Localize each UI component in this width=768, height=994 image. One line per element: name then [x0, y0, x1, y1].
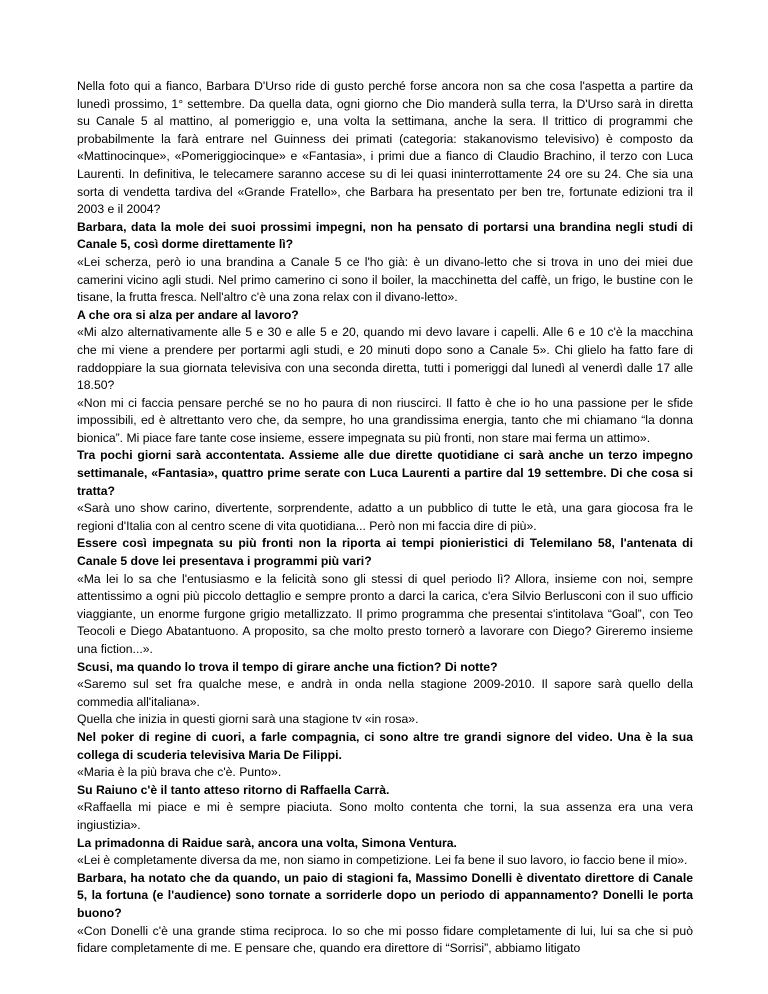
document-page	[77, 78, 693, 958]
question-telemilano: Essere così impegnata su più fronti non la riporta ai tempi pionieristici di Telemilano 58, l'antenata di Canale 5 dove lei presentava i programmi più vari?	[77, 536, 693, 569]
paragraph-stagione-rosa: Quella che inizia in questi giorni sarà una stagione tv «in rosa».	[77, 712, 419, 727]
answer-brandina: «Lei scherza, però io una brandina a Canale 5 ce l'ho già: è un divano-letto che si trova in uno dei miei due camerini vicino agli studi. Nel primo camerino ci sono il boiler, la macchinetta del caffè, un frigo, le bustine con le tisane, la frutta fresca. Nell'altro c'è una zona relax con il divano-letto».	[77, 254, 693, 305]
question-de-filippi: Nel poker di regine di cuori, a farle compagnia, ci sono altre tre grandi signore del video. Una è la sua collega di scuderia televisiva Maria De Filippi.	[77, 729, 693, 762]
question-fiction: Scusi, ma quando lo trova il tempo di girare anche una fiction? Di notte?	[77, 659, 498, 674]
answer-alzarsi: «Mi alzo alternativamente alle 5 e 30 e alle 5 e 20, quando mi devo lavare i capelli. Alle 6 e 10 c'è la macchina che mi viene a prendere per portarmi agli studi, e 20 minuti dopo sono a Canale 5». Chi glielo ha fatto fare di raddoppiare la sua giornata televisiva con una seconda diretta, tutti i pomeriggi dal lunedì al venerdì dalle 17 alle 18.50?	[77, 325, 693, 393]
answer-fantasia: «Sarà uno show carino, divertente, sorprendente, adatto a un pubblico di tutte le età, una gara giocosa fra le regioni d'Italia con al centro scene di vita quotidiana... Però non mi faccia dire di più».	[77, 501, 693, 533]
question-brandina: Barbara, data la mole dei suoi prossimi impegni, non ha pensato di portarsi una brandina negli studi di Canale 5, così dorme direttamente lì?	[77, 219, 693, 252]
question-ventura: La primadonna di Raidue sarà, ancora una volta, Simona Ventura.	[77, 835, 457, 850]
answer-fiction: «Saremo sul set fra qualche mese, e andrà in onda nella stagione 2009-2010. Il sapore sarà quello della commedia all'italiana».	[77, 677, 693, 709]
question-donelli: Barbara, ha notato che da quando, un paio di stagioni fa, Massimo Donelli è diventato direttore di Canale 5, la fortuna (e l'audience) sono tornate a sorriderle dopo un periodo di appannamento? Donelli le porta buono?	[77, 870, 693, 920]
paragraph-intro: Nella foto qui a fianco, Barbara D'Urso ride di gusto perché forse ancora non sa che cosa l'aspetta a partire da lunedì prossimo, 1° settembre. Da quella data, ogni giorno che Dio manderà sulla terra, la D'Urso sarà in diretta su Canale 5 al mattino, al pomeriggio e, una volta la settimana, anche la sera. Il trittico di programmi che probabilmente la farà entrare nel Guinness dei primati (categoria: stakanovismo televisivo) è composto da «Mattinocinque», «Pomeriggiocinque» e «Fantasia», i primi due a fianco di Claudio Brachino, il terzo con Luca Laurenti. In definitiva, le telecamere saranno accese su di lei quasi ininterrottamente 24 ore su 24. Che sia una sorta di vendetta tardiva del «Grande Fratello», che Barbara ha presentato per ben tre, fortunate edizioni tra il 2003 e il 2004?	[77, 79, 693, 217]
question-carra: Su Raiuno c'è il tanto atteso ritorno di Raffaella Carrà.	[77, 782, 390, 797]
answer-carra: «Raffaella mi piace e mi è sempre piaciuta. Sono molto contenta che torni, la sua assenza era una vera ingiustizia».	[77, 800, 693, 832]
question-fantasia: Tra pochi giorni sarà accontentata. Assieme alle due dirette quotidiane ci sarà anche un terzo impegno settimanale, «Fantasia», quattro prime serate con Luca Laurenti a partire dal 19 settembre. Di che cosa si tratta?	[77, 448, 693, 498]
answer-sfide: «Non mi ci faccia pensare perché se no ho paura di non riuscirci. Il fatto è che io ho una passione per le sfide impossibili, ed è altrettanto vero che, da sempre, ho una grandissima energia, tanto che mi chiamano “la donna bionica”. Mi piace fare tante cose insieme, essere impegnata su più fronti, non stare mai ferma un attimo».	[77, 395, 693, 445]
answer-ventura: «Lei è completamente diversa da me, non siamo in competizione. Lei fa bene il suo lavoro, io faccio bene il mio».	[77, 853, 688, 868]
answer-donelli: «Con Donelli c'è una grande stima reciproca. Io so che mi posso fidare completamente di lui, lui sa che si può fidare completamente di me. E pensare che, quando era direttore di “Sorrisi”, abbiamo litigato	[77, 923, 693, 956]
answer-telemilano: «Ma lei lo sa che l'entusiasmo e la felicità sono gli stessi di quel periodo lì? Allora, insieme con noi, sempre attentissimo a ogni più piccolo dettaglio e sempre pronto a darci la carica, c'era Silvio Berlusconi con il suo ufficio viaggiante, un enorme furgone grigio metallizzato. Il primo programma che presentai s'intitolava “Goal”, con Teo Teocoli e Diego Abatantuono. A proposito, sa che molto presto tornerò a lavorare con Diego? Gireremo insieme una fiction...».	[77, 571, 693, 656]
answer-de-filippi: «Maria è la più brava che c'è. Punto».	[77, 765, 282, 780]
question-alzarsi: A che ora si alza per andare al lavoro?	[77, 307, 299, 322]
